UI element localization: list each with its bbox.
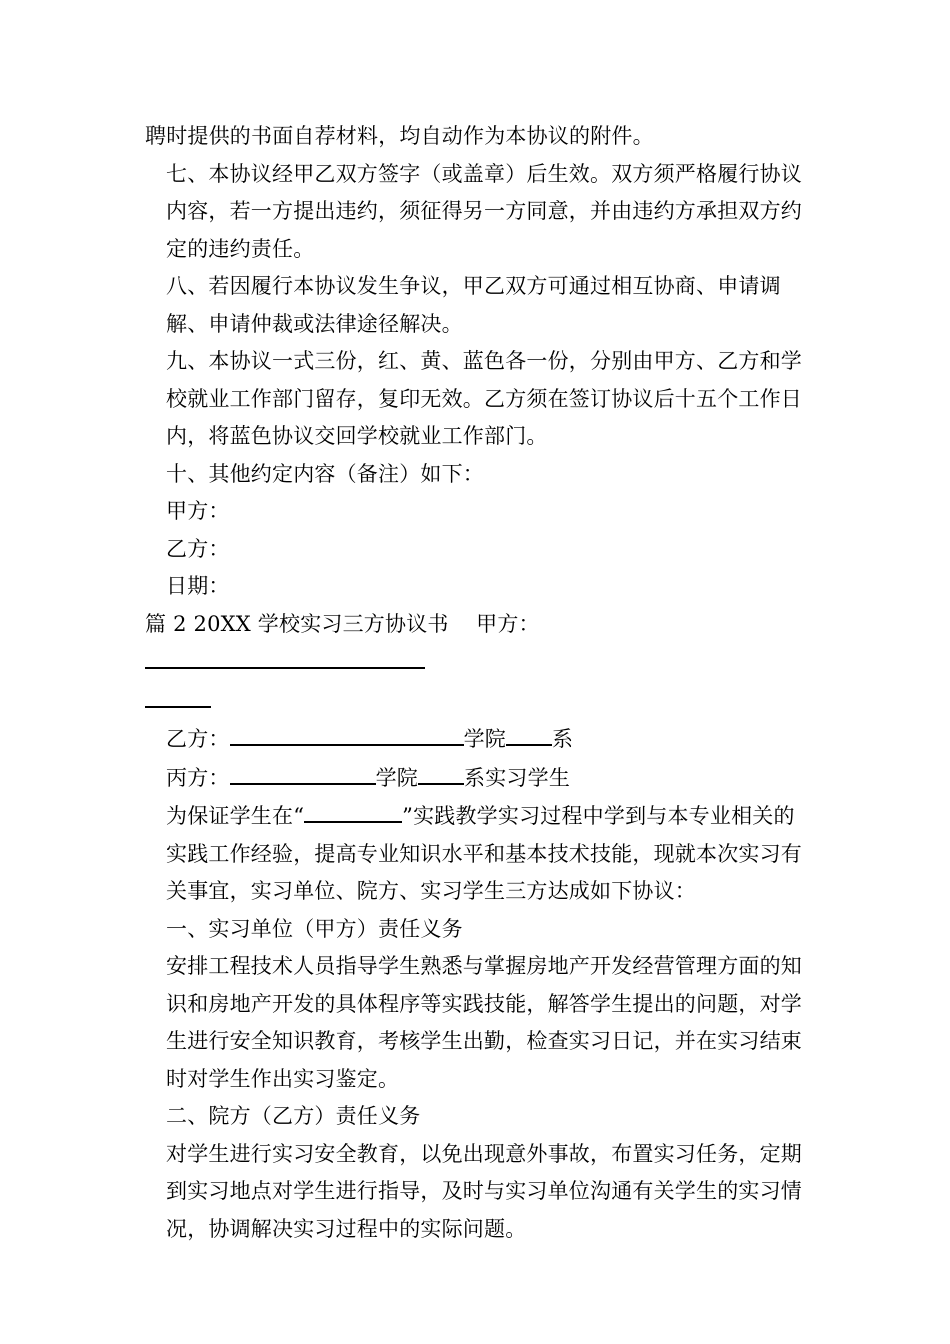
party-c-label: 丙方： bbox=[166, 765, 230, 790]
party-b-label: 乙方： bbox=[166, 727, 230, 751]
party-a-blank-continued[interactable] bbox=[145, 682, 211, 708]
signature-date: 日期： bbox=[166, 574, 230, 598]
party-a-label: 甲方： bbox=[476, 611, 540, 636]
purpose-text-pre: 为保证学生在“ bbox=[166, 804, 305, 828]
signature-party-a: 甲方： bbox=[166, 499, 230, 523]
party-c-line bbox=[145, 759, 815, 798]
paragraph-clause-7: 七、本协议经甲乙双方签字（或盖章）后生效。双方须严格履行协议内容，若一方提出违约，须征得另一方同意，并由违约方承担双方约定的违约责任。 bbox=[166, 161, 802, 261]
paragraph-party-b-duties: 对学生进行实习安全教育，以免出现意外事故，布置实习任务，定期到实习地点对学生进行指导，及时与实习单位沟通有关学生的实习情况，协调解决实习过程中的实际问题。 bbox=[166, 1141, 802, 1241]
document-body bbox=[145, 118, 815, 1248]
party-c-college-label: 学院 bbox=[375, 765, 419, 790]
party-b-blank[interactable] bbox=[230, 720, 464, 746]
agreement-title-line bbox=[145, 606, 815, 721]
party-b-dept-label: 系 bbox=[552, 727, 574, 751]
purpose-text-post: ”实践教学实习过程中学到与本专业相关的实践工作经验，提高专业知识水平和基本技术技能，现就本次实习有关事宜，实习单位、院方、实习学生三方达成如下协议： bbox=[166, 804, 802, 903]
heading-party-a-duties: 一、实习单位（甲方）责任义务 bbox=[166, 916, 463, 941]
party-b-college-label: 学院 bbox=[463, 727, 507, 751]
paragraph-purpose bbox=[145, 797, 815, 911]
paragraph-clause-10: 十、其他约定内容（备注）如下： bbox=[166, 461, 484, 486]
party-c-college-blank[interactable] bbox=[418, 759, 464, 785]
party-a-blank[interactable] bbox=[145, 643, 425, 669]
heading-party-b-duties: 二、院方（乙方）责任义务 bbox=[166, 1104, 421, 1128]
party-c-dept-label: 系实习学生 bbox=[464, 765, 571, 790]
signature-party-b: 乙方： bbox=[166, 536, 230, 561]
paragraph-attachment-clause: 聘时提供的书面自荐材料，均自动作为本协议的附件。 bbox=[145, 124, 654, 148]
party-b-line bbox=[145, 720, 815, 759]
party-c-blank[interactable] bbox=[230, 759, 376, 785]
paragraph-clause-9: 九、本协议一式三份，红、黄、蓝色各一份，分别由甲方、乙方和学校就业工作部门留存，复印无效。乙方须在签订协议后十五个工作日内，将蓝色协议交回学校就业工作部门。 bbox=[166, 349, 802, 448]
paragraph-party-a-duties: 安排工程技术人员指导学生熟悉与掌握房地产开发经营管理方面的知识和房地产开发的具体程序等实践技能，解答学生提出的问题，对学生进行安全知识教育，考核学生出勤，检查实习日记，并在实习结束时对学生作出实习鉴定。 bbox=[166, 954, 802, 1091]
agreement-title: 篇 2 20XX 学校实习三方协议书 bbox=[145, 611, 449, 636]
course-name-blank[interactable] bbox=[304, 797, 402, 823]
paragraph-clause-8: 八、若因履行本协议发生争议，甲乙双方可通过相互协商、申请调解、申请仲裁或法律途径解决。 bbox=[166, 274, 781, 336]
party-b-college-blank[interactable] bbox=[506, 720, 552, 746]
